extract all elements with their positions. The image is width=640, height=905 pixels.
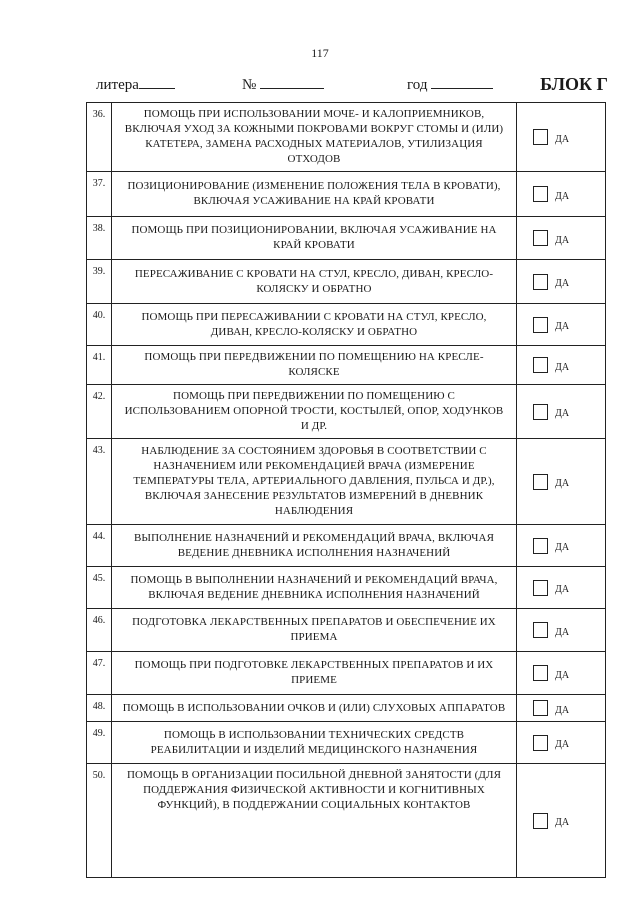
da-label: ДА (555, 278, 570, 289)
row-number: 48. (87, 695, 112, 722)
da-checkbox[interactable] (533, 665, 548, 681)
da-label: ДА (555, 321, 570, 332)
year-field[interactable] (407, 76, 493, 94)
da-label: ДА (555, 669, 570, 681)
litera-label: литера (96, 77, 139, 93)
row-number: 49. (87, 722, 112, 764)
da-checkbox[interactable] (533, 357, 548, 373)
row-text: ПОМОЩЬ В ВЫПОЛНЕНИИ НАЗНАЧЕНИЙ И РЕКОМЕНДАЦИЙ ВРАЧА, ВКЛЮЧАЯ ВЕДЕНИЕ ДНЕВНИКА ИСПОЛНЕНИЯ НАЗНАЧЕНИЙ (112, 567, 517, 609)
da-label: ДА (555, 361, 570, 373)
number-label: № (242, 77, 257, 93)
da-checkbox[interactable] (533, 813, 548, 829)
row-number: 46. (87, 609, 112, 652)
row-text: ПОМОЩЬ ПРИ ПОДГОТОВКЕ ЛЕКАРСТВЕННЫХ ПРЕПАРАТОВ И ИХ ПРИЕМЕ (112, 652, 517, 695)
row-text: ПОМОЩЬ ПРИ ПОЗИЦИОНИРОВАНИИ, ВКЛЮЧАЯ УСАЖИВАНИЕ НА КРАЙ КРОВАТИ (112, 217, 517, 260)
da-checkbox[interactable] (533, 230, 548, 246)
da-label: ДА (555, 817, 570, 828)
row-number: 41. (87, 346, 112, 385)
row-text: ВЫПОЛНЕНИЕ НАЗНАЧЕНИЙ И РЕКОМЕНДАЦИЙ ВРАЧА, ВКЛЮЧАЯ ВЕДЕНИЕ ДНЕВНИКА ИСПОЛНЕНИЯ НАЗНАЧЕНИЙ (112, 525, 517, 567)
number-blank[interactable] (260, 76, 324, 89)
number-field[interactable] (242, 76, 324, 94)
table-row (87, 722, 606, 764)
da-label: ДА (555, 542, 570, 553)
da-label: ДА (555, 408, 570, 419)
row-number: 37. (87, 172, 112, 217)
row-text: ПОМОЩЬ ПРИ ИСПОЛЬЗОВАНИИ МОЧЕ- И КАЛОПРИЕМНИКОВ, ВКЛЮЧАЯ УХОД ЗА КОЖНЫМИ ПОКРОВАМИ ВОКРУГ СТОМЫ И (ИЛИ) КАТЕТЕРА, ЗАМЕНА РАСХОДНЫХ МАТЕРИАЛОВ, УТИЛИЗАЦИЯ ОТХОДОВ (112, 103, 517, 172)
table-row (87, 103, 606, 172)
da-label: ДА (555, 584, 570, 595)
da-label: ДА (555, 478, 570, 489)
row-number: 44. (87, 525, 112, 567)
da-checkbox[interactable] (533, 404, 548, 420)
page-number: 117 (311, 46, 329, 60)
da-checkbox[interactable] (533, 274, 548, 290)
da-checkbox[interactable] (533, 474, 548, 490)
row-number: 47. (87, 652, 112, 695)
table-row (87, 695, 606, 722)
da-label: ДА (555, 704, 570, 716)
table-row (87, 567, 606, 609)
litera-blank[interactable] (139, 76, 175, 89)
row-number: 45. (87, 567, 112, 609)
row-text: ПОМОЩЬ В ИСПОЛЬЗОВАНИИ ОЧКОВ И (ИЛИ) СЛУХОВЫХ АППАРАТОВ (112, 695, 517, 722)
table-row (87, 609, 606, 652)
da-checkbox[interactable] (533, 622, 548, 638)
items-table (86, 102, 606, 878)
da-label: ДА (555, 739, 570, 750)
litera-field[interactable] (96, 76, 175, 94)
table-row (87, 385, 606, 439)
table-row (87, 525, 606, 567)
row-text: ПОМОЩЬ В ИСПОЛЬЗОВАНИИ ТЕХНИЧЕСКИХ СРЕДСТВ РЕАБИЛИТАЦИИ И ИЗДЕЛИЙ МЕДИЦИНСКОГО НАЗНАЧЕНИЯ (112, 722, 517, 764)
row-text: ПОДГОТОВКА ЛЕКАРСТВЕННЫХ ПРЕПАРАТОВ И ОБЕСПЕЧЕНИЕ ИХ ПРИЕМА (112, 609, 517, 652)
da-label: ДА (555, 133, 570, 145)
da-checkbox[interactable] (533, 700, 548, 716)
row-number: 42. (87, 385, 112, 439)
da-checkbox[interactable] (533, 538, 548, 554)
da-checkbox[interactable] (533, 129, 548, 145)
da-label: ДА (555, 626, 570, 638)
row-text: ПОЗИЦИОНИРОВАНИЕ (ИЗМЕНЕНИЕ ПОЛОЖЕНИЯ ТЕЛА В КРОВАТИ), ВКЛЮЧАЯ УСАЖИВАНИЕ НА КРАЙ КРОВАТИ (112, 172, 517, 217)
block-title: БЛОК Г (540, 74, 608, 94)
row-number: 43. (87, 439, 112, 525)
da-checkbox[interactable] (533, 317, 548, 333)
da-checkbox[interactable] (533, 186, 548, 202)
table-row (87, 304, 606, 346)
row-number: 40. (87, 304, 112, 346)
row-text: ПОМОЩЬ В ОРГАНИЗАЦИИ ПОСИЛЬНОЙ ДНЕВНОЙ ЗАНЯТОСТИ (ДЛЯ ПОДДЕРЖАНИЯ ФИЗИЧЕСКОЙ АКТИВНОСТИ И КОГНИТИВНЫХ ФУНКЦИЙ), В ПОДДЕРЖАНИИ СОЦИАЛЬНЫХ КОНТАКТОВ (112, 764, 517, 878)
da-label: ДА (555, 234, 570, 246)
year-label: год (407, 77, 428, 93)
da-checkbox[interactable] (533, 580, 548, 596)
form-header (96, 72, 608, 98)
da-label: ДА (555, 190, 570, 202)
table-row (87, 764, 606, 878)
row-text: ПОМОЩЬ ПРИ ПЕРЕСАЖИВАНИИ С КРОВАТИ НА СТУЛ, КРЕСЛО, ДИВАН, КРЕСЛО-КОЛЯСКУ И ОБРАТНО (112, 304, 517, 346)
row-text: ПОМОЩЬ ПРИ ПЕРЕДВИЖЕНИИ ПО ПОМЕЩЕНИЮ НА КРЕСЛЕ-КОЛЯСКЕ (112, 346, 517, 385)
table-row (87, 652, 606, 695)
row-number: 39. (87, 260, 112, 304)
table-row (87, 260, 606, 304)
row-number: 38. (87, 217, 112, 260)
table-row (87, 346, 606, 385)
table-row (87, 439, 606, 525)
table-row (87, 172, 606, 217)
row-text: НАБЛЮДЕНИЕ ЗА СОСТОЯНИЕМ ЗДОРОВЬЯ В СООТВЕТСТВИИ С НАЗНАЧЕНИЕМ ИЛИ РЕКОМЕНДАЦИЕЙ ВРАЧА (ИЗМЕРЕНИЕ ТЕМПЕРАТУРЫ ТЕЛА, АРТЕРИАЛЬНОГО ДАВЛЕНИЯ, ПУЛЬСА И ДР.), ВКЛЮЧАЯ ЗАНЕСЕНИЕ РЕЗУЛЬТАТОВ ИЗМЕРЕНИЙ В ДНЕВНИК НАБЛЮДЕНИЯ (112, 439, 517, 525)
table-row (87, 217, 606, 260)
row-text: ПОМОЩЬ ПРИ ПЕРЕДВИЖЕНИИ ПО ПОМЕЩЕНИЮ С ИСПОЛЬЗОВАНИЕМ ОПОРНОЙ ТРОСТИ, КОСТЫЛЕЙ, ОПОР, ХОДУНКОВ И ДР. (112, 385, 517, 439)
row-number: 50. (87, 764, 112, 878)
row-number: 36. (87, 103, 112, 172)
year-blank[interactable] (431, 76, 493, 89)
row-text: ПЕРЕСАЖИВАНИЕ С КРОВАТИ НА СТУЛ, КРЕСЛО, ДИВАН, КРЕСЛО-КОЛЯСКУ И ОБРАТНО (112, 260, 517, 304)
da-checkbox[interactable] (533, 735, 548, 751)
